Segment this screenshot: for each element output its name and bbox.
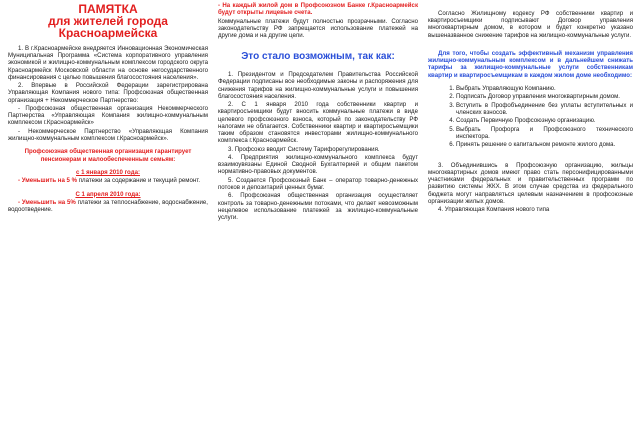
column-middle: [218, 0, 418, 222]
column-right: [428, 0, 633, 215]
paragraph: 3. Профсоюз вводит Систему Тарифорегулирования.: [228, 145, 380, 153]
reduction-item: - Уменьшить на 5 % платежи за содержание и текущий ремонт.: [18, 177, 201, 185]
paragraph: 5. Создается Профсоюзный Банк – оператор товарно-денежных потоков и депозитарий ценных бумаг.: [218, 176, 418, 191]
list-item: 3. Вступить в Профобъединение без уплаты вступительных и членских взносов.: [456, 102, 633, 116]
paragraph: Коммунальные платежи будут полностью прозрачными. Согласно законодательству РФ запрещается использование платежей на другие дома и на другие цели.: [218, 17, 418, 39]
paragraph: 4. Предприятия жилищно-коммунального комплекса будут взаимоувязаны Единой Сводной Бухгалтерией и общим пакетом нормативно-правовых документов.: [218, 154, 418, 176]
list-item: 5. Выбрать Профорга и Профсоюзного технического инспектора.: [456, 126, 633, 140]
paragraph: 6. Профсоюзная общественная организация осуществляет контроль за товарно-денежными потоками, что делает невозможным нецелевое использование платежей за жилищно-коммунальные услуги.: [218, 192, 418, 221]
list-item: 6. Принять решение о капитальном ремонте жилого дома.: [456, 141, 633, 148]
list-item: 4. Создать Первичную Профсоюзную организацию.: [456, 117, 633, 124]
paragraph: - Профсоюзная общественная организация Некоммерческого Партнерства «Управляющая Компания жилищно-коммунальным комплексом г.Красноармейск»: [8, 105, 208, 127]
paragraph: 2. Впервые в Российской Федерации зарегистрирована Управляющая Компания нового типа: Профсоюзная общественная организация + Некоммерческое Партнерство:: [8, 82, 208, 104]
guarantee-note: Профсоюзная общественная организация гарантирует пенсионерам и малообеспеченным семьям:: [24, 148, 192, 163]
paragraph: Согласно Жилищному кодексу РФ собственники квартир и квартиросъемщики подписывают Договор управления многоквартирным домом, в котором и будет конкретно указано вышеназванное снижение тарифов на жилищно-коммунальные услуги.: [428, 10, 633, 39]
paragraph: 1. Президентом и Председателем Правительства Российской Федерации подписаны все необходимые законы и распоряжения для снижения тарифов на жилищно-коммунальные услуги и повышения благосостояния населения.: [218, 71, 418, 100]
date-heading: с 1 января 2010 года:: [76, 168, 140, 176]
reduction-item: - Уменьшить на 5% платежи за теплоснабжение, водоснабжение, водоотведение.: [8, 199, 208, 214]
section-heading: Это стало возможным, так как:: [241, 51, 395, 63]
paragraph: 1. В г.Красноармейске внедряется Инновационная Экономическая Муниципальная Программа «Система корпоративного управления экономикой и жилищно-коммунальным комплексом городского округа Красноармейск Московской области на основе негосударственного финансирования с целью повышения благосостояния населения».: [8, 45, 208, 81]
paragraph: 2. С 1 января 2010 года собственники квартир и квартиросъемщики будут вносить коммунальные платежи в виде целевого профсоюзного взноса, который по законодательству РФ налогами не облагается. Собственники квартир и квартиросъемщики таким образом становятся инвесторами жилищно-коммунального комплекса г.Красноармейск.: [218, 101, 418, 145]
leaflet-title: ПАМЯТКА для жителей города Красноармейска: [48, 2, 168, 40]
blue-callout: Для того, чтобы создать эффективный механизм управления жилищно-коммунальным комплексом и в дальнейшем снижать тарифы за жилищно-коммунальные услуги собственникам квартир и квартиросъемщикам в каждом жилом доме необходимо:: [428, 50, 633, 79]
paragraph: 4. Управляющая Компания нового типа: [438, 206, 550, 214]
paragraph: 3. Объединившись в Профсоюзную организацию, жильцы многоквартирных домов имеют право стать персонифицированными участниками федеральных и правительственных программ по развитию системы ЖКХ. В этом случае средства из федерального бюджета могут направляться целевым назначением в профсоюзные организации жилых домов.: [428, 161, 633, 205]
column-left: [8, 0, 208, 215]
steps-list: [428, 85, 633, 149]
paragraph: - Некоммерческое Партнерство «Управляющая Компания жилищно-коммунальным комплексом г.Красноармейск».: [8, 127, 208, 142]
accounts-note: - На каждый жилой дом в Профсоюзном Банке г.Красноармейск будут открыты лицевые счета.: [218, 2, 418, 17]
date-heading: С 1 апреля 2010 года:: [75, 190, 141, 198]
list-item: 1. Выбрать Управляющую Компанию.: [456, 85, 633, 92]
list-item: 2. Подписать Договор управления многоквартирным домом.: [456, 93, 633, 100]
